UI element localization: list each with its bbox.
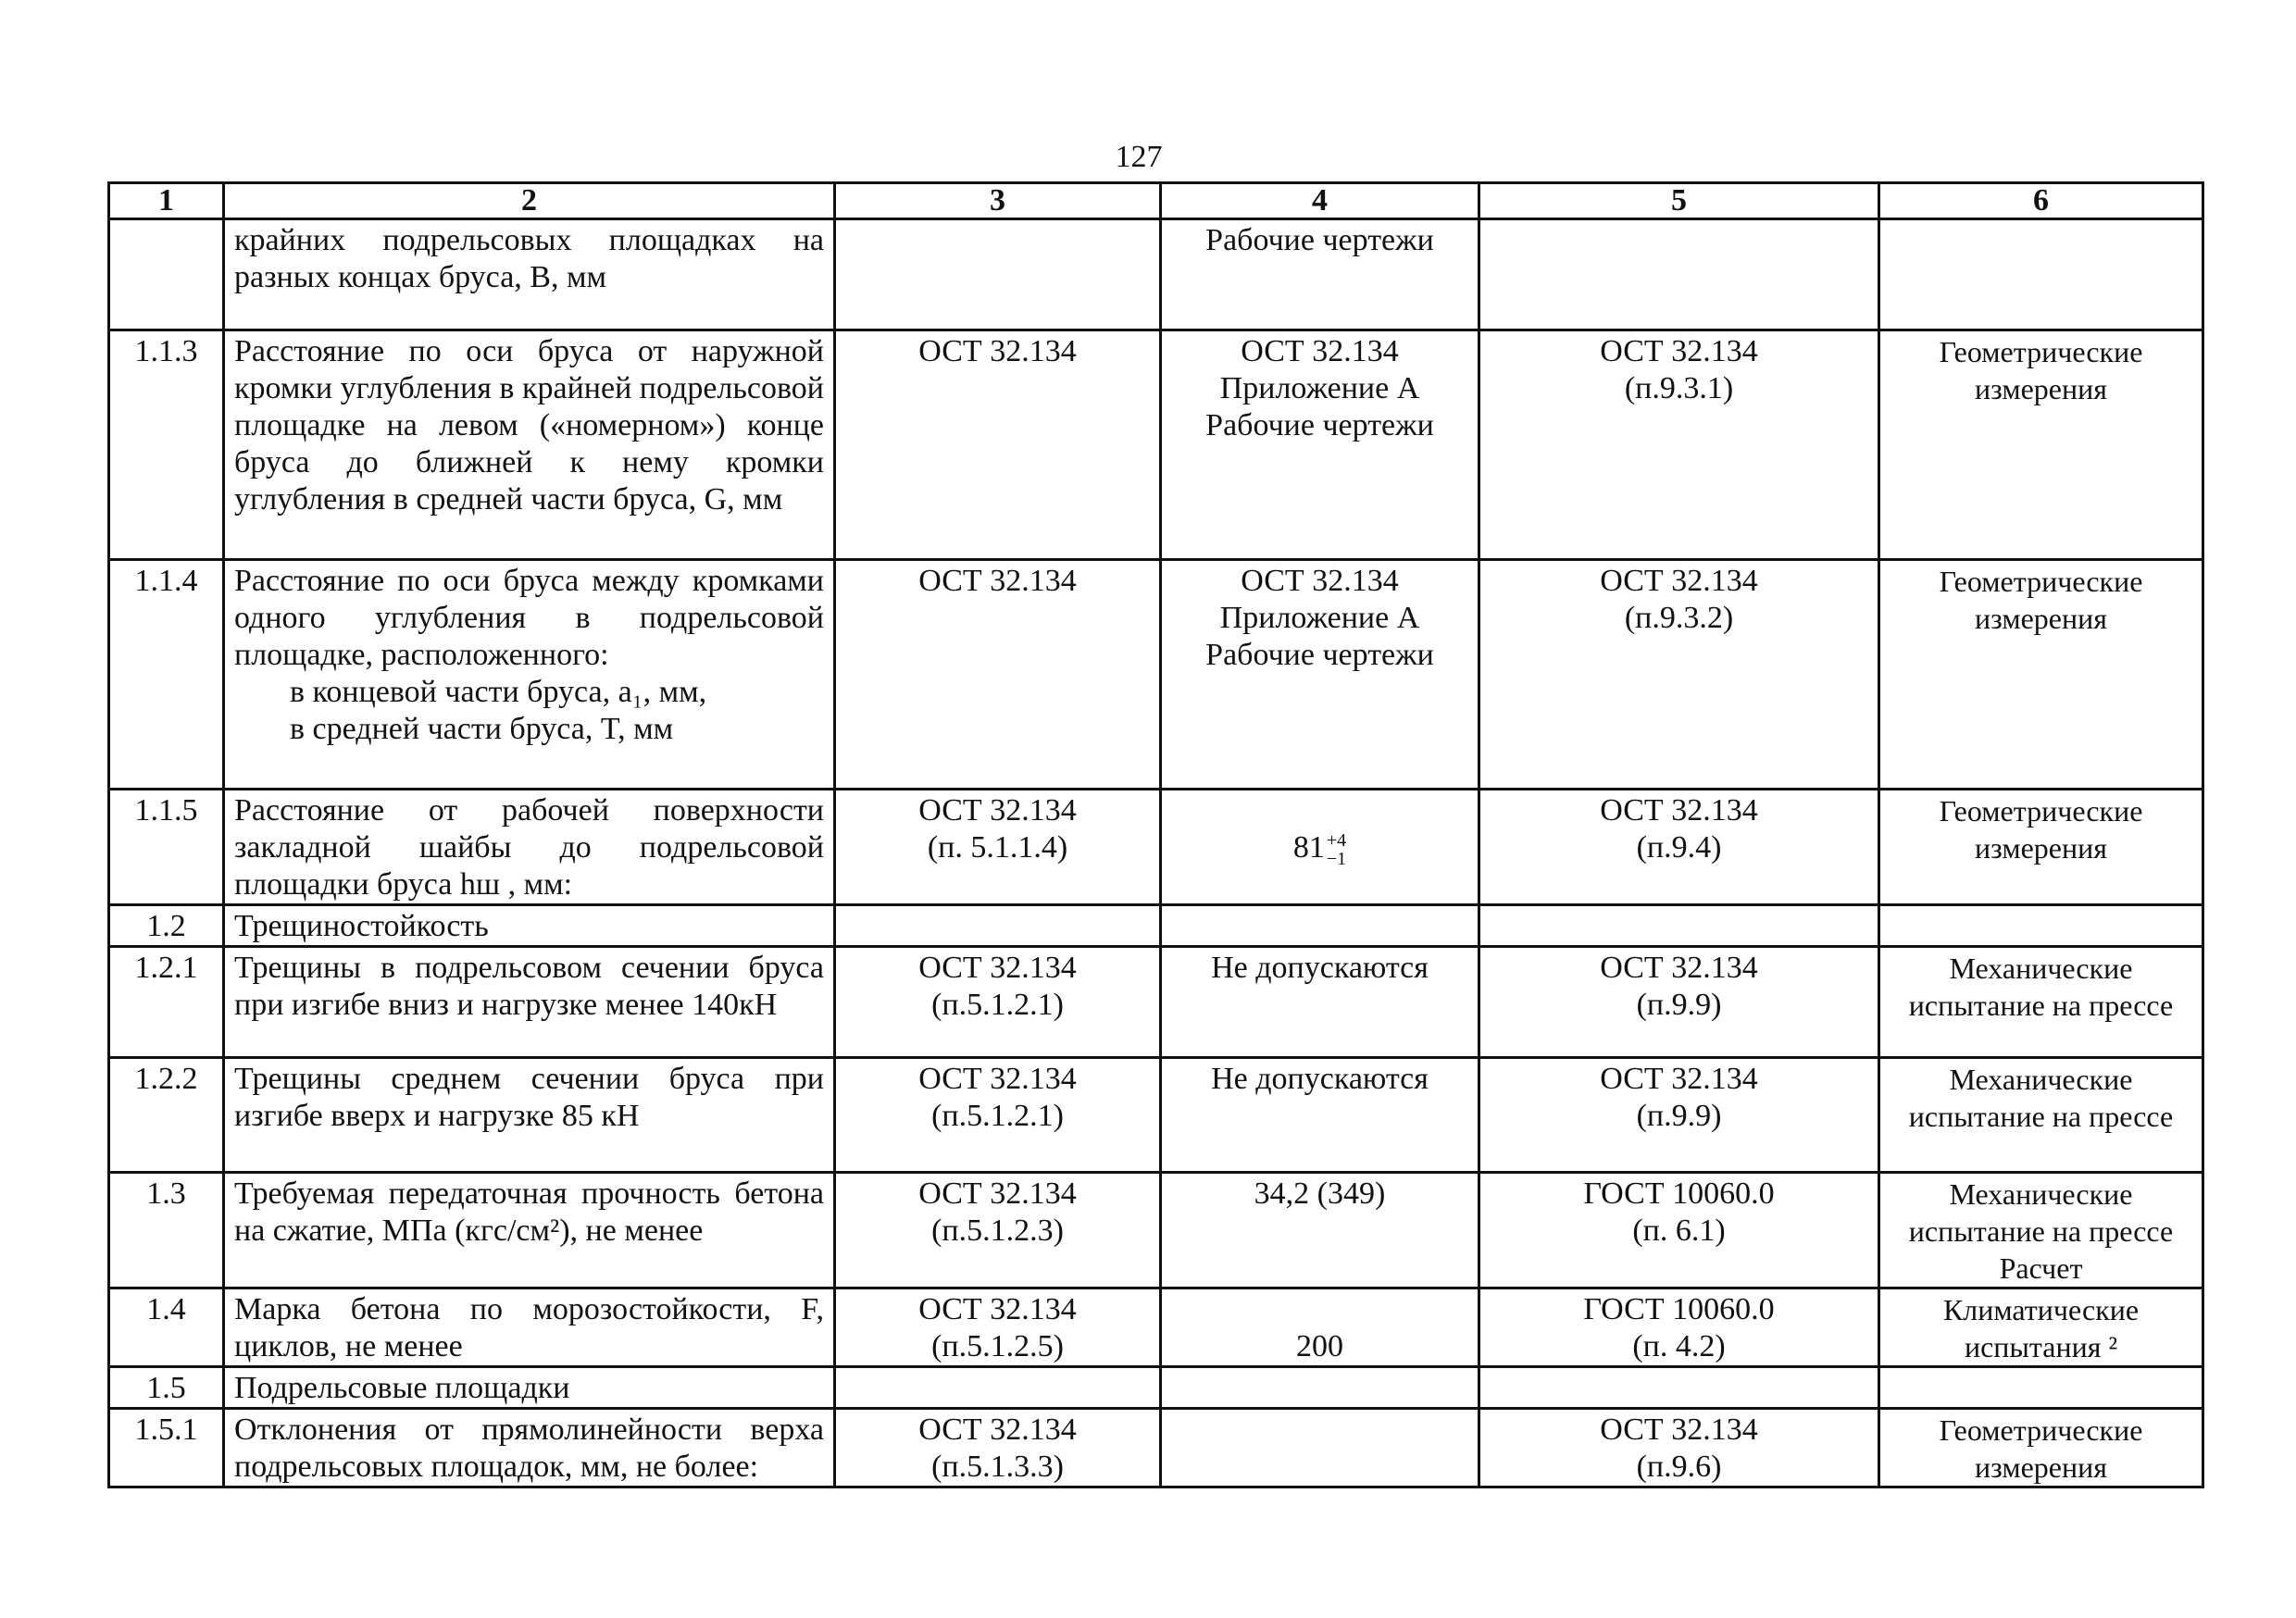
method-reference-cell	[1479, 1173, 1879, 1288]
value-cell	[1161, 1409, 1479, 1487]
nominal-value: 81	[1292, 830, 1325, 865]
row-number: 1.2.2	[109, 1058, 224, 1173]
row-number: 1.4	[109, 1288, 224, 1367]
method-reference-line: ГОСТ 10060.0	[1583, 1292, 1775, 1326]
method-cell	[1879, 219, 2203, 330]
value-line: Приложение А	[1219, 371, 1420, 405]
value-cell	[1161, 330, 1479, 560]
reference-cell	[835, 790, 1161, 905]
page-number: 127	[1115, 140, 1163, 174]
method-reference-line: (п.9.6)	[1636, 1450, 1722, 1484]
method-reference-cell	[1479, 1288, 1879, 1367]
reference-line: ОСТ 32.134	[918, 1176, 1077, 1211]
specification-table	[107, 181, 2204, 1488]
value-cell	[1161, 905, 1479, 947]
method-reference-line: (п. 4.2)	[1632, 1329, 1726, 1363]
reference-cell: ОСТ 32.134	[835, 330, 1161, 560]
parameter-subitem: в средней части бруса, T, мм	[290, 712, 674, 746]
method-line: Механические	[1949, 952, 2133, 985]
method-line: испытание на прессе	[1908, 1214, 2174, 1248]
value-line: 200	[1296, 1329, 1343, 1363]
value-cell	[1161, 790, 1479, 905]
parameter-cell	[224, 560, 835, 790]
method-line: измерения	[1975, 1450, 2107, 1484]
parameter-cell: крайних подрельсовых площадках на разных концах бруса, B, мм	[224, 219, 835, 330]
reference-line: (п.5.1.2.3)	[931, 1214, 1064, 1248]
reference-cell	[835, 1409, 1161, 1487]
reference-cell	[835, 1058, 1161, 1173]
method-cell	[1879, 1058, 2203, 1173]
reference-cell	[835, 947, 1161, 1058]
method-reference-cell	[1479, 905, 1879, 947]
method-reference-line: (п.9.9)	[1636, 1099, 1722, 1133]
method-line: Геометрические	[1939, 335, 2143, 368]
method-reference-line: ГОСТ 10060.0	[1583, 1176, 1775, 1211]
reference-line: ОСТ 32.134	[918, 951, 1077, 985]
reference-line: ОСТ 32.134	[918, 1413, 1077, 1447]
reference-cell	[835, 905, 1161, 947]
reference-line: (п.5.1.3.3)	[931, 1450, 1064, 1484]
column-header-4: 4	[1161, 183, 1479, 219]
value-line: Рабочие чертежи	[1205, 638, 1434, 672]
method-reference-line: ОСТ 32.134	[1600, 1062, 1758, 1096]
row-number	[109, 219, 224, 330]
method-cell	[1879, 330, 2203, 560]
method-cell	[1879, 1367, 2203, 1409]
method-cell	[1879, 1173, 2203, 1288]
method-line: испытание на прессе	[1908, 989, 2174, 1022]
method-reference-cell	[1479, 1367, 1879, 1409]
reference-line: ОСТ 32.134	[918, 1062, 1077, 1096]
parameter-cell: Расстояние от рабочей поверхности закладной шайбы до подрельсовой площадки бруса hш , мм:	[224, 790, 835, 905]
tolerance-upper: +4	[1326, 830, 1347, 852]
reference-line: (п. 5.1.1.4)	[927, 830, 1068, 865]
column-header-2: 2	[224, 183, 835, 219]
tolerance-lower: −1	[1326, 849, 1347, 870]
value-line: Приложение А	[1219, 601, 1420, 635]
method-cell	[1879, 1288, 2203, 1367]
method-line: Климатические	[1942, 1293, 2140, 1326]
method-line: испытание на прессе	[1908, 1100, 2174, 1133]
value-cell: Не допускаются	[1161, 947, 1479, 1058]
reference-cell	[835, 1173, 1161, 1288]
reference-line: ОСТ 32.134	[918, 793, 1077, 828]
method-reference-cell	[1479, 1058, 1879, 1173]
method-cell	[1879, 1409, 2203, 1487]
method-cell	[1879, 947, 2203, 1058]
method-reference-line: (п.9.4)	[1636, 830, 1722, 865]
method-reference-cell	[1479, 560, 1879, 790]
table-row	[109, 1288, 2203, 1367]
table-header-row	[109, 183, 2203, 219]
section-title: Трещиностойкость	[224, 905, 835, 947]
method-line: измерения	[1975, 602, 2107, 635]
table-row	[109, 947, 2203, 1058]
parameter-cell: Расстояние по оси бруса от наружной кромки углубления в крайней подрельсовой площадке на левом («номерном») конце бруса до ближней к нему кромки углубления в средней части бруса, G, мм	[224, 330, 835, 560]
method-reference-cell	[1479, 219, 1879, 330]
method-line: Геометрические	[1939, 794, 2143, 828]
method-reference-line: ОСТ 32.134	[1600, 1413, 1758, 1447]
value-cell: 34,2 (349)	[1161, 1173, 1479, 1288]
method-reference-cell	[1479, 790, 1879, 905]
parameter-cell: Трещины в подрельсовом сечении бруса при изгибе вниз и нагрузке менее 140кН	[224, 947, 835, 1058]
column-header-6: 6	[1879, 183, 2203, 219]
method-reference-line: (п.9.9)	[1636, 988, 1722, 1022]
row-number: 1.1.5	[109, 790, 224, 905]
method-line: испытания ²	[1964, 1330, 2118, 1363]
method-reference-line: ОСТ 32.134	[1600, 564, 1758, 598]
row-number: 1.2.1	[109, 947, 224, 1058]
method-line: Механические	[1949, 1063, 2133, 1096]
table-row	[109, 790, 2203, 905]
reference-line: (п.5.1.2.5)	[931, 1329, 1064, 1363]
value-line: ОСТ 32.134	[1241, 334, 1399, 368]
table-row	[109, 330, 2203, 560]
column-header-3: 3	[835, 183, 1161, 219]
method-reference-line: ОСТ 32.134	[1600, 951, 1758, 985]
reference-cell	[835, 1288, 1161, 1367]
row-number: 1.5	[109, 1367, 224, 1409]
parameter-cell: Марка бетона по морозостойкости, F, циклов, не менее	[224, 1288, 835, 1367]
table-row	[109, 1173, 2203, 1288]
method-reference-line: (п. 6.1)	[1632, 1214, 1726, 1248]
row-number: 1.1.3	[109, 330, 224, 560]
method-reference-cell	[1479, 1409, 1879, 1487]
row-number: 1.5.1	[109, 1409, 224, 1487]
parameter-cell: Отклонения от прямолинейности верха подрельсовых площадок, мм, не более:	[224, 1409, 835, 1487]
row-number: 1.3	[109, 1173, 224, 1288]
table-row	[109, 1058, 2203, 1173]
reference-cell	[835, 1367, 1161, 1409]
method-line: Геометрические	[1939, 565, 2143, 598]
method-line: измерения	[1975, 831, 2107, 865]
table-row	[109, 905, 2203, 947]
method-reference-cell	[1479, 330, 1879, 560]
method-reference-cell	[1479, 947, 1879, 1058]
method-line: Геометрические	[1939, 1413, 2143, 1447]
value-cell	[1161, 1367, 1479, 1409]
method-line: Механические	[1949, 1177, 2133, 1211]
method-line: измерения	[1975, 372, 2107, 405]
value-line: Рабочие чертежи	[1205, 408, 1434, 442]
method-cell	[1879, 790, 2203, 905]
value-cell	[1161, 1288, 1479, 1367]
reference-cell	[835, 219, 1161, 330]
section-title: Подрельсовые площадки	[224, 1367, 835, 1409]
reference-line: (п.5.1.2.1)	[931, 988, 1064, 1022]
method-cell	[1879, 905, 2203, 947]
method-cell	[1879, 560, 2203, 790]
parameter-subitem: в концевой части бруса, a₁, мм,	[290, 675, 707, 709]
method-reference-line: ОСТ 32.134	[1600, 793, 1758, 828]
reference-line: ОСТ 32.134	[918, 1292, 1077, 1326]
reference-cell: ОСТ 32.134	[835, 560, 1161, 790]
column-header-1: 1	[109, 183, 224, 219]
method-reference-line: (п.9.3.1)	[1624, 371, 1734, 405]
table-row	[109, 560, 2203, 790]
method-reference-line: ОСТ 32.134	[1600, 334, 1758, 368]
parameter-cell: Требуемая передаточная прочность бетона на сжатие, МПа (кгс/см²), не менее	[224, 1173, 835, 1288]
method-reference-line: (п.9.3.2)	[1624, 601, 1734, 635]
table-row	[109, 1409, 2203, 1487]
column-header-5: 5	[1479, 183, 1879, 219]
parameter-text: Расстояние по оси бруса между кромками одного углубления в подрельсовой площадке, расположенного:	[234, 564, 824, 672]
row-number: 1.2	[109, 905, 224, 947]
table-row	[109, 219, 2203, 330]
value-cell	[1161, 560, 1479, 790]
value-cell: Не допускаются	[1161, 1058, 1479, 1173]
method-line: Расчет	[1999, 1251, 2083, 1285]
reference-line: (п.5.1.2.1)	[931, 1099, 1064, 1133]
value-line: ОСТ 32.134	[1241, 564, 1399, 598]
parameter-cell: Трещины среднем сечении бруса при изгибе вверх и нагрузке 85 кН	[224, 1058, 835, 1173]
table-row	[109, 1367, 2203, 1409]
tolerance	[1327, 831, 1346, 868]
row-number: 1.1.4	[109, 560, 224, 790]
value-cell: Рабочие чертежи	[1161, 219, 1479, 330]
